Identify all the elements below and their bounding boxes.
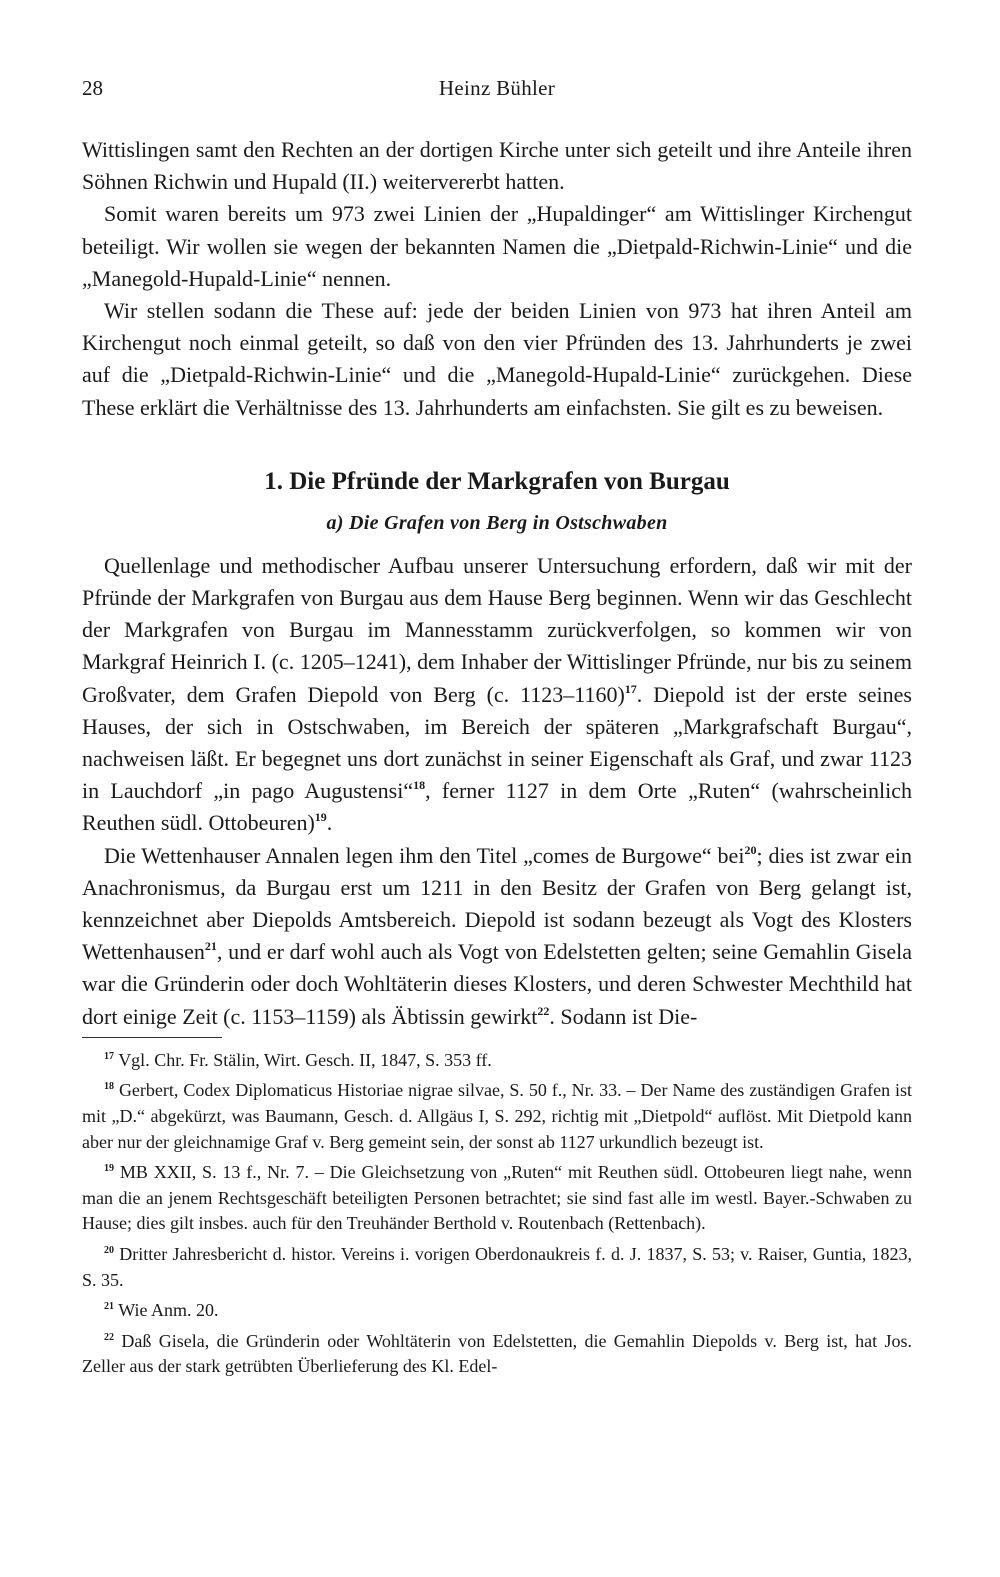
- paragraph: Wir stellen sodann die These auf: jede der beiden Linien von 973 hat ihren Anteil am Kirchengut noch einmal geteilt, so daß von den vier Pfründen des 13. Jahrhunderts je zwei auf die „Dietpald-Richwin-Linie“ und die „Manegold-Hupald-Linie“ zurückgehen. Diese These erklärt die Verhältnisse des 13. Jahrhunderts am einfachsten. Sie gilt es zu beweisen.: [82, 298, 912, 420]
- paragraph: [82, 840, 912, 1033]
- text-run: Quellenlage und methodischer Aufbau unserer Untersuchung erfordern, daß wir mit der Pfründe der Markgrafen von Burgau aus dem Hause Berg beginnen. Wenn wir das Geschlecht der Markgrafen von Burgau im Mannesstamm zurückverfolgen, so kommen wir von Markgraf Heinrich I. (c. 1205–1241), dem Inhaber der Wittislinger Pfründe, nur bis zu seinem Großvater, dem Grafen Diepold von Berg (c. 1123–1160): [82, 552, 912, 707]
- footnote: [82, 1078, 912, 1155]
- section-title: 1. Die Pfründe der Markgrafen von Burgau: [264, 467, 730, 495]
- footnote: [82, 1298, 912, 1324]
- footnote-text: Wie Anm. 20.: [118, 1300, 219, 1321]
- footnote-number: 21: [104, 1301, 114, 1313]
- footnote-ref: 17: [624, 681, 637, 696]
- text-run: .: [326, 810, 333, 836]
- footnote-number: 17: [104, 1050, 114, 1062]
- text-run: , und er darf wohl auch als Vogt von Edelstetten gelten; seine Gemahlin Gisela war die Gründerin oder doch Wohltäterin dieses Klosters, und deren Schwester Mechthild hat dort einige Zeit (c. 1153–1159) als Äbtissin gewirkt: [82, 939, 912, 1029]
- page-number: 28: [82, 76, 103, 100]
- footnote-number: 22: [104, 1331, 114, 1343]
- footnote: [82, 1242, 912, 1293]
- footnote-ref: 20: [744, 842, 757, 857]
- footnote-divider: [82, 1037, 222, 1038]
- footnote-text: Dritter Jahresbericht d. histor. Vereins i. vorigen Oberdonaukreis f. d. J. 1837, S. 53; v. Raiser, Guntia, 1823, S. 35.: [82, 1244, 912, 1290]
- footnote: [82, 1329, 912, 1380]
- footnote-number: 20: [104, 1245, 114, 1257]
- text-run: ; dies ist zwar ein Anachronismus, da Burgau erst um 1211 in den Besitz der Grafen von Berg gelangt ist, kennzeichnet aber Diepolds Amtsbereich. Diepold ist sodann bezeugt als Vogt des Klosters Wettenhausen: [82, 842, 912, 965]
- footnote: [82, 1048, 912, 1074]
- footnote-ref: 22: [537, 1003, 550, 1018]
- footnote: [82, 1160, 912, 1237]
- footnote-ref: 21: [204, 939, 217, 954]
- footnote-text: Gerbert, Codex Diplomaticus Historiae nigrae silvae, S. 50 f., Nr. 33. – Der Name des zuständigen Grafen ist mit „D.“ abgekürzt, was Baumann, Gesch. d. Allgäus I, S. 292, richtig mit „Dietpold“ auflöst. Mit Dietpold kann aber nur der gleichnamige Graf v. Berg gemeint sein, der sonst ab 1127 urkundlich bezeugt ist.: [82, 1080, 913, 1152]
- footnote-text: Daß Gisela, die Gründerin oder Wohltäterin von Edelstetten, die Gemahlin Diepolds v. Berg ist, hat Jos. Zeller aus der stark getrübten Überlieferung des Kl. Edel-: [82, 1330, 913, 1377]
- text-run: . Diepold ist der erste seines Hauses, der sich in Ostschwaben, im Bereich der späteren „Markgrafschaft Burgau“, nachweisen läßt. Er begegnet uns dort zunächst in seiner Eigenschaft als Graf, und zwar 1123 in Lauchdorf „in pago Augustensi“: [82, 681, 912, 804]
- paragraph: [82, 550, 912, 840]
- text-run: , ferner 1127 in dem Orte „Ruten“ (wahrscheinlich Reuthen südl. Ottobeuren): [82, 778, 912, 836]
- footnote-number: 18: [104, 1081, 114, 1093]
- footnote-ref: 18: [413, 778, 426, 793]
- paragraph: Somit waren bereits um 973 zwei Linien der „Hupaldinger“ am Wittislinger Kirchengut beteiligt. Wir wollen sie wegen der bekannten Namen die „Dietpald-Richwin-Linie“ und die „Manegold-Hupald-Linie“ nennen.: [82, 201, 912, 291]
- running-author: Heinz Bühler: [438, 76, 556, 100]
- footnote-ref: 19: [314, 810, 327, 825]
- page-body: [82, 134, 912, 1385]
- running-header: [82, 76, 912, 106]
- footnote-text: Vgl. Chr. Fr. Stälin, Wirt. Gesch. II, 1847, S. 353 ff.: [118, 1049, 492, 1070]
- subsection-title: a) Die Grafen von Berg in Ostschwaben: [326, 511, 668, 534]
- text-run: . Sodann ist Die-: [549, 1003, 698, 1029]
- footnote-number: 19: [104, 1163, 114, 1175]
- paragraph-continuation: Wittislingen samt den Rechten an der dortigen Kirche unter sich geteilt und ihre Anteile ihren Söhnen Richwin und Hupald (II.) weitervererbt hatten.: [82, 137, 912, 195]
- footnote-text: MB XXII, S. 13 f., Nr. 7. – Die Gleichsetzung von „Ruten“ mit Reuthen südl. Ottobeuren liegt nahe, wenn man die an jenem Rechtsgeschäft beteiligten Personen betrachtet; sie sind fast alle im westl. Bayer.-Schwaben zu Hause; dies gilt insbes. auch für den Treuhänder Berthold v. Routenbach (Rettenbach).: [82, 1162, 913, 1234]
- text-run: Die Wettenhauser Annalen legen ihm den Titel „comes de Burgowe“ bei: [104, 842, 745, 868]
